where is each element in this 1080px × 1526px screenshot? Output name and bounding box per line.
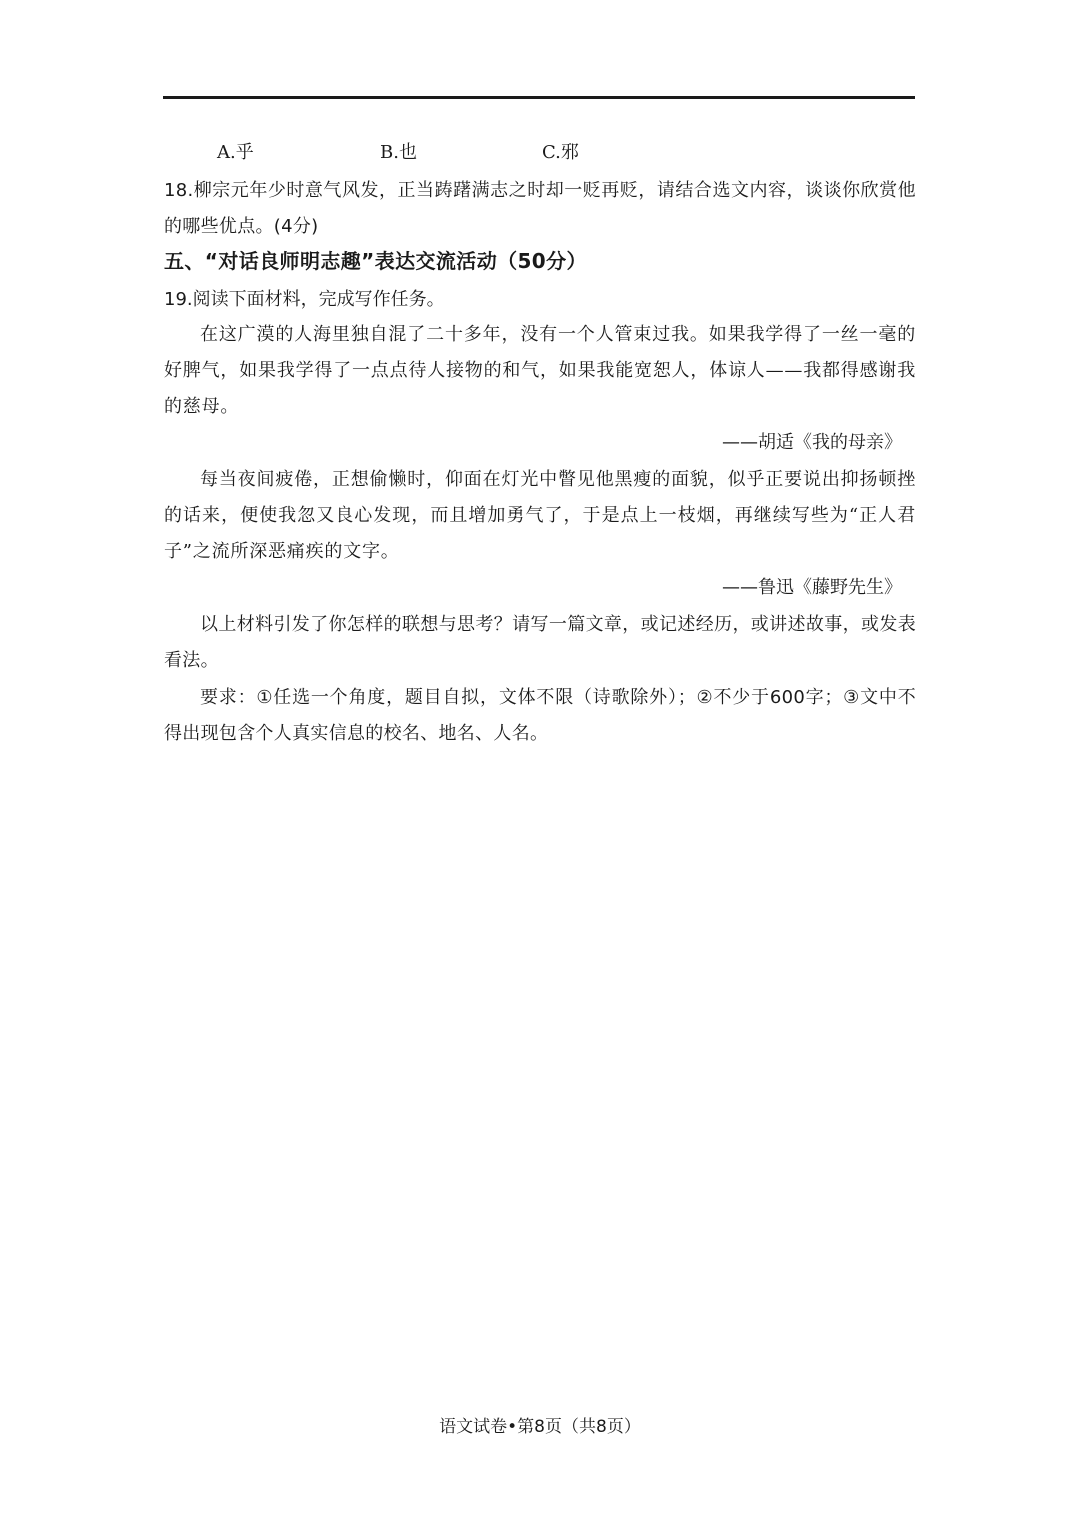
question17-options [217,140,917,170]
question-18: 18.柳宗元年少时意气风发，正当踌躇满志之时却一贬再贬，请结合选文内容，谈谈你欣赏他的哪些优点。(4分) [164,180,916,237]
quote-hushi-source: ——胡适《我的母亲》 [722,432,902,453]
writing-requirements: 要求：①任选一个角度，题目自拟，文体不限（诗歌除外）；②不少于600字；③文中不得出现包含个人真实信息的校名、地名、人名。 [164,687,916,744]
top-divider [163,96,915,99]
section-5-title: 五、“对话良师明志趣”表达交流活动（50分） [164,249,587,273]
option-c: C.邪 [542,142,579,163]
option-b: B.也 [380,142,417,163]
question-19: 19.阅读下面材料，完成写作任务。 [164,289,445,310]
quote-hushi: 在这广漠的人海里独自混了二十多年，没有一个人管束过我。如果我学得了一丝一毫的好脾气，如果我学得了一点点待人接物的和气，如果我能宽恕人，体谅人——我都得感谢我的慈母。 [164,324,916,417]
quote-luxun-source: ——鲁迅《藤野先生》 [722,577,902,598]
page-footer: 语文试卷•第8页（共8页） [439,1417,641,1437]
quote-luxun: 每当夜间疲倦，正想偷懒时，仰面在灯光中瞥见他黑瘦的面貌，似乎正要说出抑扬顿挫的话来，便使我忽又良心发现，而且增加勇气了，于是点上一枝烟，再继续写些为“正人君子”之流所深恶痛疾的文字。 [164,469,916,562]
option-a: A.乎 [217,142,254,163]
writing-prompt: 以上材料引发了你怎样的联想与思考？请写一篇文章，或记述经历，或讲述故事，或发表看法。 [164,614,916,671]
